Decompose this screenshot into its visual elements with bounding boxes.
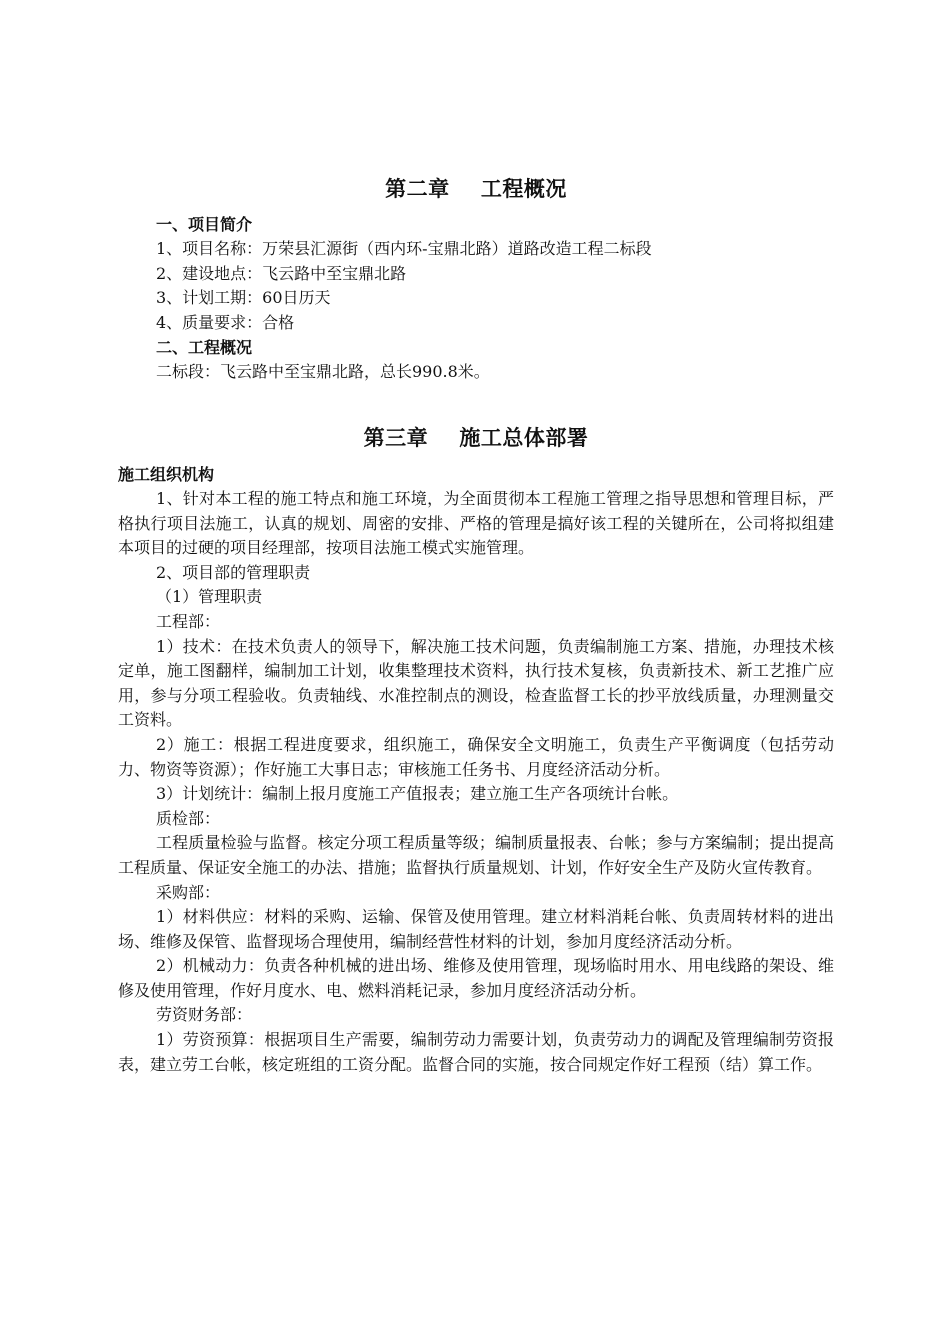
project-name-line: 1、项目名称：万荣县汇源街（西内环-宝鼎北路）道路改造工程二标段 xyxy=(156,239,652,258)
chapter-3-title: 第三章 施工总体部署 xyxy=(363,426,589,450)
overview-text: 二标段：飞云路中至宝鼎北路，总长990.8米。 xyxy=(156,362,490,382)
paragraph-general: 1、针对本工程的施工特点和施工环境，为全面贯彻本工程施工管理之指导思想和管理目标，严格执行项目法施工，认真的规划、周密的安排、严格的管理是搞好该工程的关键所在，公司将拟组建本项目的过硬的项目经理部，按项目法施工模式实施管理。 xyxy=(118,489,834,558)
paragraph-machinery-power: 2）机械动力：负责各种机械的进出场、维修及使用管理，现场临时用水、用电线路的架设、维修及使用管理，作好月度水、电、燃料消耗记录，参加月度经济活动分析。 xyxy=(118,956,834,1000)
chapter-3-body xyxy=(118,462,834,1077)
section-overview-heading: 二、工程概况 xyxy=(156,338,253,358)
paragraph-engineering-dept: 工程部： xyxy=(156,611,221,631)
paragraph-management-duties: （1）管理职责 xyxy=(156,587,263,607)
project-duration-line: 3、计划工期：60日历天 xyxy=(156,288,331,308)
paragraph-technical: 1）技术：在技术负责人的领导下，解决施工技术问题，负责编制施工方案、措施，办理技术核定单，施工图翻样，编制加工计划，收集整理技术资料，执行技术复核，负责新技术、新工艺推广应用，参与分项工程验收。负责轴线、水准控制点的测设，检查监督工长的抄平放线质量，办理测量交工资料。 xyxy=(118,636,834,730)
paragraph-procurement-dept: 采购部： xyxy=(156,882,221,902)
project-quality-line: 4、质量要求：合格 xyxy=(156,312,295,332)
organization-heading: 施工组织机构 xyxy=(118,465,215,484)
section-project-intro-heading: 一、项目简介 xyxy=(156,215,253,234)
paragraph-labor-finance-dept: 劳资财务部： xyxy=(156,1005,253,1025)
paragraph-quality-duties: 工程质量检验与监督。核定分项工程质量等级；编制质量报表、台帐；参与方案编制；提出提高工程质量、保证安全施工的办法、措施；监督执行质量规划、计划，作好安全生产及防火宣传教育。 xyxy=(118,833,834,877)
project-location-line: 2、建设地点：飞云路中至宝鼎北路 xyxy=(156,263,407,283)
chapter-2-title: 第二章 工程概况 xyxy=(385,177,567,201)
paragraph-planning-statistics: 3）计划统计：编制上报月度施工产值报表；建立施工生产各项统计台帐。 xyxy=(156,784,679,804)
paragraph-construction: 2）施工：根据工程进度要求，组织施工，确保安全文明施工，负责生产平衡调度（包括劳动力、物资等资源）；作好施工大事日志；审核施工任务书、月度经济活动分析。 xyxy=(118,734,834,779)
paragraph-material-supply: 1）材料供应：材料的采购、运输、保管及使用管理。建立材料消耗台帐、负责周转材料的进出场、维修及保管、监督现场合理使用，编制经营性材料的计划，参加月度经济活动分析。 xyxy=(118,907,834,951)
paragraph-duties-title: 2、项目部的管理职责 xyxy=(156,562,311,582)
chapter-2-body xyxy=(118,212,834,385)
paragraph-quality-dept: 质检部： xyxy=(156,808,221,828)
paragraph-labor-budget: 1）劳资预算：根据项目生产需要，编制劳动力需要计划，负责劳动力的调配及管理编制劳资报表，建立劳工台帐，核定班组的工资分配。监督合同的实施，按合同规定作好工程预（结）算工作。 xyxy=(118,1030,834,1074)
